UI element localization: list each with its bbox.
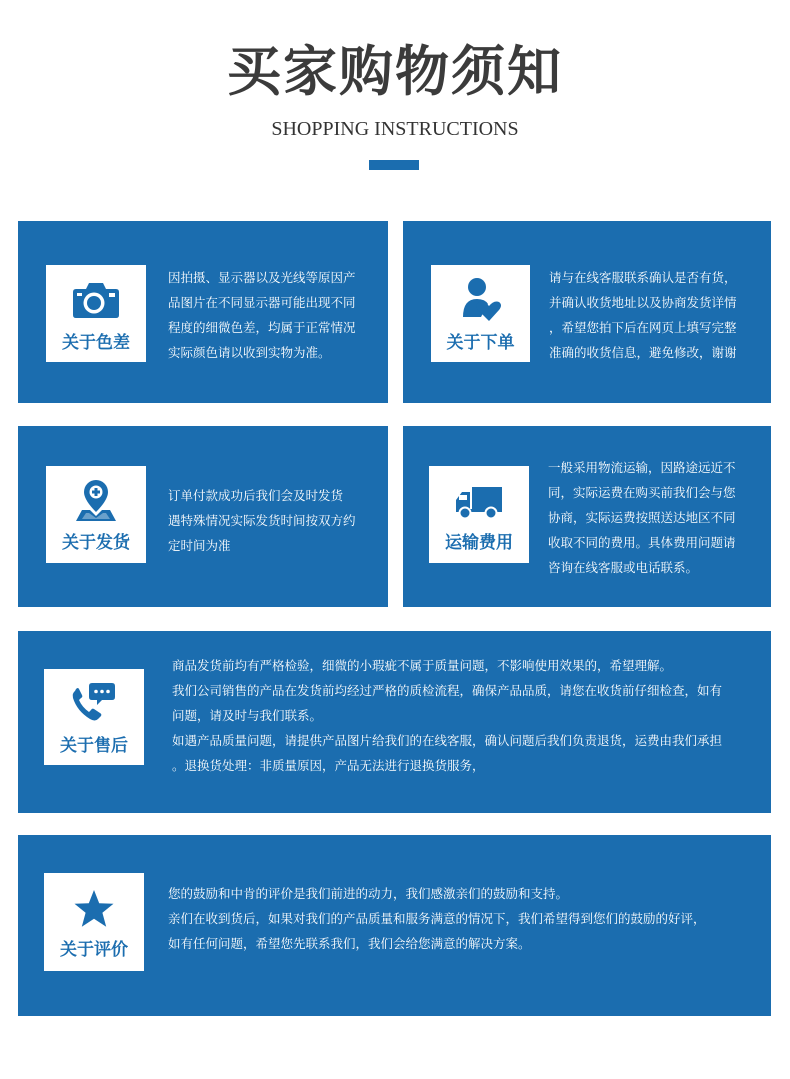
text-line: 并确认收货地址以及协商发货详情 — [549, 295, 737, 310]
text-line: 订单付款成功后我们会及时发货 — [168, 488, 344, 503]
text-line: 您的鼓励和中肯的评价是我们前进的动力，我们感激亲们的鼓励和支持。 — [168, 886, 569, 901]
user-heart-icon — [461, 277, 501, 323]
text-line: 请与在线客服联系确认是否有货， — [549, 270, 737, 285]
icon-box-shipping — [46, 466, 146, 563]
camera-icon — [72, 281, 120, 319]
text-line: 因拍摄、显示器以及光线等原因产 — [168, 270, 356, 285]
text-line: 品图片在不同显示器可能出现不同 — [168, 295, 356, 310]
text-line: 同，实际运费在购买前我们会与您 — [548, 485, 736, 500]
text-line: 协商，实际运费按照送达地区不同 — [548, 510, 736, 525]
card-label: 关于发货 — [62, 533, 130, 553]
card-label: 运输费用 — [445, 533, 513, 553]
text-line: 定时间为准 — [168, 538, 231, 553]
card-text — [172, 653, 768, 778]
text-line: 如有任何问题，希望您先联系我们，我们会给您满意的解决方案。 — [168, 936, 531, 951]
card-label: 关于评价 — [60, 940, 128, 960]
text-line: 问题，请及时与我们联系。 — [172, 708, 323, 723]
text-line: 遇特殊情况实际发货时间按双方约 — [168, 513, 356, 528]
card-text — [548, 455, 766, 580]
card-text — [168, 881, 764, 956]
icon-box-after-sales — [44, 669, 144, 765]
title-underline — [369, 160, 419, 170]
phone-chat-icon — [70, 681, 116, 723]
card-label: 关于售后 — [60, 736, 128, 756]
page-subtitle: SHOPPING INSTRUCTIONS — [271, 118, 519, 140]
star-icon — [73, 889, 115, 929]
location-map-icon — [76, 480, 116, 522]
text-line: 一般采用物流运输，因路途远近不 — [548, 460, 736, 475]
text-line: 咨询在线客服或电话联系。 — [548, 560, 699, 575]
card-label: 关于色差 — [62, 333, 130, 353]
card-color-difference — [18, 221, 388, 403]
text-line: 商品发货前均有严格检验，细微的小瑕疵不属于质量问题，不影响使用效果的，希望理解。 — [172, 658, 673, 673]
icon-box-freight — [429, 466, 529, 563]
text-line: 亲们在收到货后，如果对我们的产品质量和服务满意的情况下，我们希望得到您们的鼓励的好评， — [168, 911, 706, 926]
text-line: 收取不同的费用。具体费用问题请 — [548, 535, 736, 550]
text-line: 程度的细微色差，均属于正常情况 — [168, 320, 356, 335]
text-line: ，希望您拍下后在网页上填写完整 — [549, 320, 737, 335]
text-line: 我们公司销售的产品在发货前均经过严格的质检流程，确保产品品质，请您在收货前仔细检查，如有 — [172, 683, 723, 698]
truck-icon — [455, 486, 503, 520]
card-text — [168, 265, 380, 365]
text-line: 。退换货处理：非质量原因，产品无法进行退换货服务， — [172, 758, 485, 773]
icon-box-color-difference — [46, 265, 146, 362]
card-after-sales — [18, 631, 771, 813]
text-line: 实际颜色请以收到实物为准。 — [168, 345, 331, 360]
card-shipping — [18, 426, 388, 607]
text-line: 如遇产品质量问题，请提供产品图片给我们的在线客服，确认问题后我们负责退货，运费由我们承担 — [172, 733, 723, 748]
icon-box-order — [431, 265, 530, 362]
card-freight — [403, 426, 771, 607]
card-text — [549, 265, 765, 365]
card-text — [168, 483, 380, 558]
icon-box-review — [44, 873, 144, 971]
card-order — [403, 221, 771, 403]
page-title: 买家购物须知 — [227, 39, 563, 103]
card-review — [18, 835, 771, 1016]
text-line: 准确的收货信息，避免修改，谢谢 — [549, 345, 737, 360]
card-label: 关于下单 — [446, 333, 515, 353]
